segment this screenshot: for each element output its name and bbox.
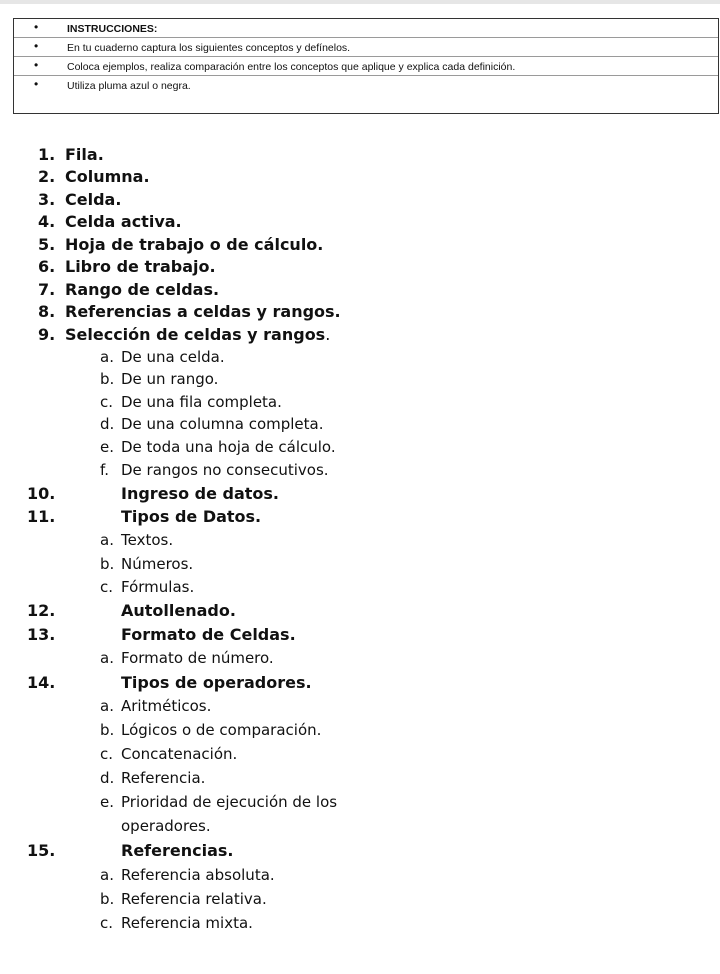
bullet-icon: •: [34, 20, 39, 34]
item-label: Hoja de trabajo o de cálculo.: [65, 235, 324, 254]
sub-label: De rangos no consecutivos.: [121, 461, 329, 479]
sub-letter: b.: [100, 370, 115, 388]
sub-label: Referencia relativa.: [121, 890, 267, 908]
sub-letter: c.: [100, 578, 114, 596]
sub-letter: f.: [100, 461, 109, 479]
instruction-text: Coloca ejemplos, realiza comparación entre los conceptos que aplique y explica cada definición.: [67, 61, 516, 73]
sub-label: Aritméticos.: [121, 697, 212, 715]
item-number: 10.: [27, 484, 56, 503]
item-label: Formato de Celdas.: [121, 625, 296, 644]
instructions-box: [13, 18, 719, 114]
sub-label: Números.: [121, 555, 194, 573]
sub-label: Prioridad de ejecución de los: [121, 793, 338, 811]
item-label: Referencias.: [121, 841, 234, 860]
sub-label: Referencia.: [121, 769, 206, 787]
sub-label: Textos.: [121, 531, 174, 549]
sub-letter: b.: [100, 555, 115, 573]
sub-label: De toda una hoja de cálculo.: [121, 438, 336, 456]
sub-letter: a.: [100, 649, 114, 667]
item-number: 12.: [27, 601, 56, 620]
bullet-icon: •: [34, 77, 39, 91]
sub-label: Formato de número.: [121, 649, 274, 667]
item-number: 9.: [38, 325, 56, 344]
instruction-row: [14, 57, 718, 76]
item-label: Rango de celdas.: [65, 280, 220, 299]
item-number: 1.: [38, 145, 56, 164]
item-label: Referencias a celdas y rangos.: [65, 302, 341, 321]
item-number: 6.: [38, 257, 56, 276]
item-label: Ingreso de datos.: [121, 484, 279, 503]
sub-letter: c.: [100, 393, 114, 411]
item-number: 3.: [38, 190, 56, 209]
sub-letter: b.: [100, 721, 115, 739]
item-label: Autollenado.: [121, 601, 236, 620]
instruction-text: Utiliza pluma azul o negra.: [67, 80, 191, 92]
sub-item-continuation: operadores.: [121, 817, 211, 835]
sub-letter: b.: [100, 890, 115, 908]
instruction-row: [14, 19, 718, 38]
bullet-icon: •: [34, 39, 39, 53]
sub-letter: d.: [100, 769, 115, 787]
sub-label: Referencia mixta.: [121, 914, 253, 932]
item-label: Selección de celdas y rangos.: [65, 325, 331, 344]
item-number: 4.: [38, 212, 56, 231]
sub-letter: e.: [100, 438, 114, 456]
sub-label: De una columna completa.: [121, 415, 324, 433]
sub-label: Referencia absoluta.: [121, 866, 275, 884]
item-label: Celda.: [65, 190, 122, 209]
sub-letter: c.: [100, 745, 114, 763]
item-number: 15.: [27, 841, 56, 860]
sub-letter: a.: [100, 866, 114, 884]
item-label: Tipos de Datos.: [121, 507, 262, 526]
sub-letter: a.: [100, 531, 114, 549]
sub-label: Fórmulas.: [121, 578, 195, 596]
item-label: Fila.: [65, 145, 104, 164]
item-number: 7.: [38, 280, 56, 299]
sub-label: Concatenación.: [121, 745, 238, 763]
instruction-row: [14, 38, 718, 57]
item-label: Columna.: [65, 167, 150, 186]
sub-label: De una fila completa.: [121, 393, 282, 411]
item-number: 5.: [38, 235, 56, 254]
sub-letter: d.: [100, 415, 115, 433]
item-label: Tipos de operadores.: [121, 673, 312, 692]
item-number: 11.: [27, 507, 56, 526]
item-label: Libro de trabajo.: [65, 257, 216, 276]
sub-letter: a.: [100, 697, 114, 715]
item-number: 13.: [27, 625, 56, 644]
item-number: 2.: [38, 167, 56, 186]
instruction-row: [14, 76, 718, 95]
sub-letter: c.: [100, 914, 114, 932]
sub-letter: a.: [100, 348, 114, 366]
item-number: 8.: [38, 302, 56, 321]
top-divider: [0, 0, 720, 4]
sub-label: Lógicos o de comparación.: [121, 721, 322, 739]
item-number: 14.: [27, 673, 56, 692]
sub-label: De una celda.: [121, 348, 225, 366]
sub-letter: e.: [100, 793, 114, 811]
instruction-text: En tu cuaderno captura los siguientes conceptos y defínelos.: [67, 42, 351, 54]
sub-label: De un rango.: [121, 370, 219, 388]
instructions-heading: INSTRUCCIONES:: [67, 23, 158, 35]
item-label: Celda activa.: [65, 212, 182, 231]
bullet-icon: •: [34, 58, 39, 72]
